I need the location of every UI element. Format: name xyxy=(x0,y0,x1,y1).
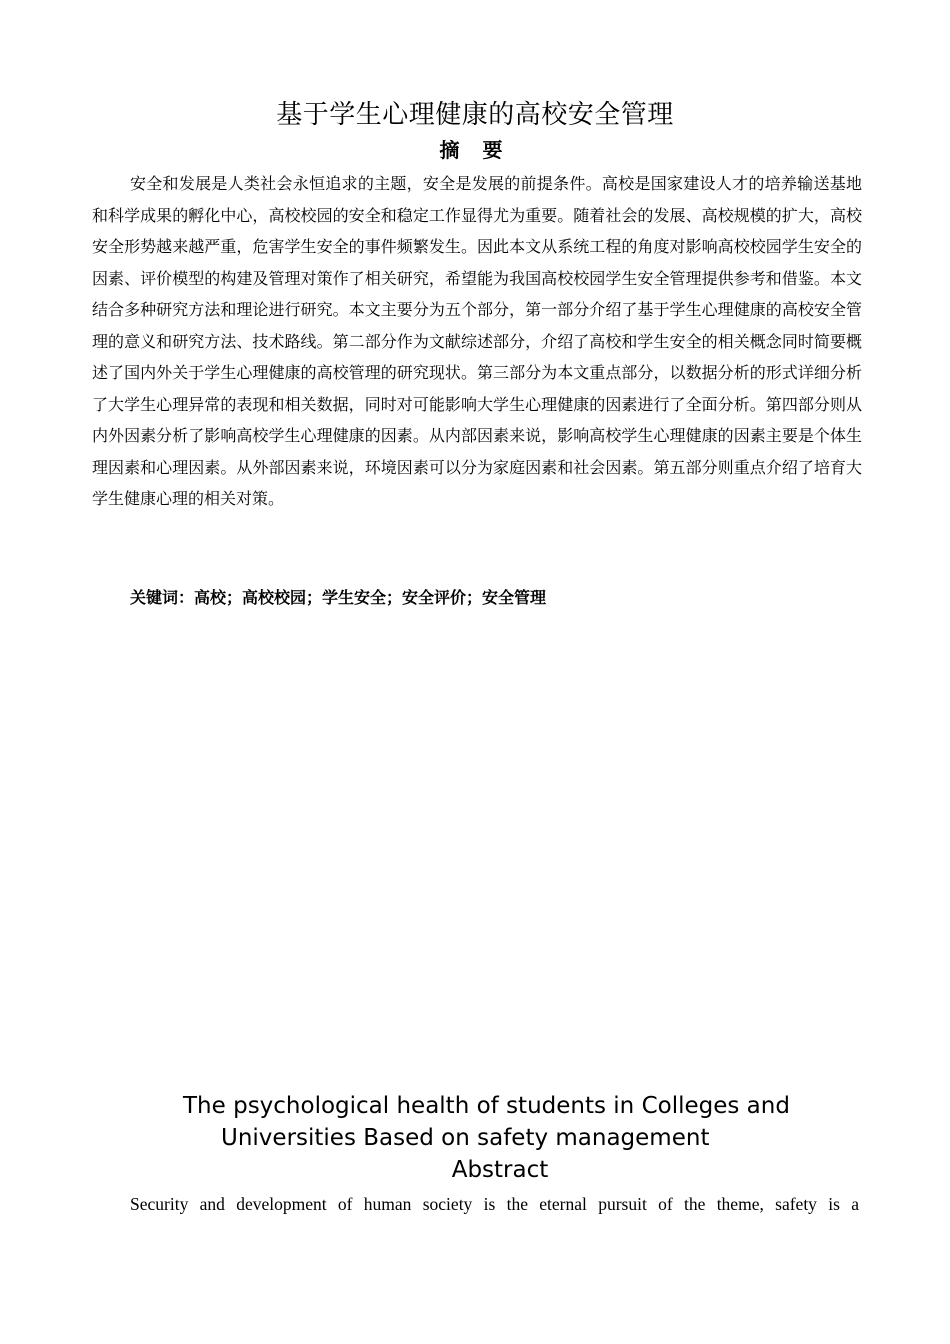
english-title-line-1: The psychological health of students in Colleges and xyxy=(183,1093,790,1119)
chinese-title: 基于学生心理健康的高校安全管理 xyxy=(276,100,674,130)
english-title-line-2: Universities Based on safety management xyxy=(221,1125,710,1151)
english-abstract-body: Security and development of human society is the eternal pursuit of the theme, safety is a xyxy=(130,1194,859,1214)
english-abstract-heading: Abstract xyxy=(451,1157,549,1183)
chinese-abstract-body: 安全和发展是人类社会永恒追求的主题，安全是发展的前提条件。高校是国家建设人才的培养输送基地和科学成果的孵化中心，高校校园的安全和稳定工作显得尤为重要。随着社会的发展、高校规模的扩大，高校安全形势越来越严重，危害学生安全的事件频繁发生。因此本文从系统工程的角度对影响高校校园学生安全的因素、评价模型的构建及管理对策作了相关研究，希望能为我国高校校园学生安全管理提供参考和借鉴。本文结合多种研究方法和理论进行研究。本文主要分为五个部分，第一部分介绍了基于学生心理健康的高校安全管理的意义和研究方法、技术路线。第二部分作为文献综述部分，介绍了高校和学生安全的相关概念同时简要概述了国内外关于学生心理健康的高校管理的研究现状。第三部分为本文重点部分，以数据分析的形式详细分析了大学生心理异常的表现和相关数据，同时对可能影响大学生心理健康的因素进行了全面分析。第四部分则从内外因素分析了影响高校学生心理健康的因素。从内部因素来说，影响高校学生心理健康的因素主要是个体生理因素和心理因素。从外部因素来说，环境因素可以分为家庭因素和社会因素。第五部分则重点介绍了培育大学生健康心理的相关对策。 xyxy=(92,174,862,508)
chinese-keywords: 关键词：高校；高校校园；学生安全；安全评价；安全管理 xyxy=(130,588,547,607)
chinese-abstract-heading: 摘 要 xyxy=(439,138,511,162)
